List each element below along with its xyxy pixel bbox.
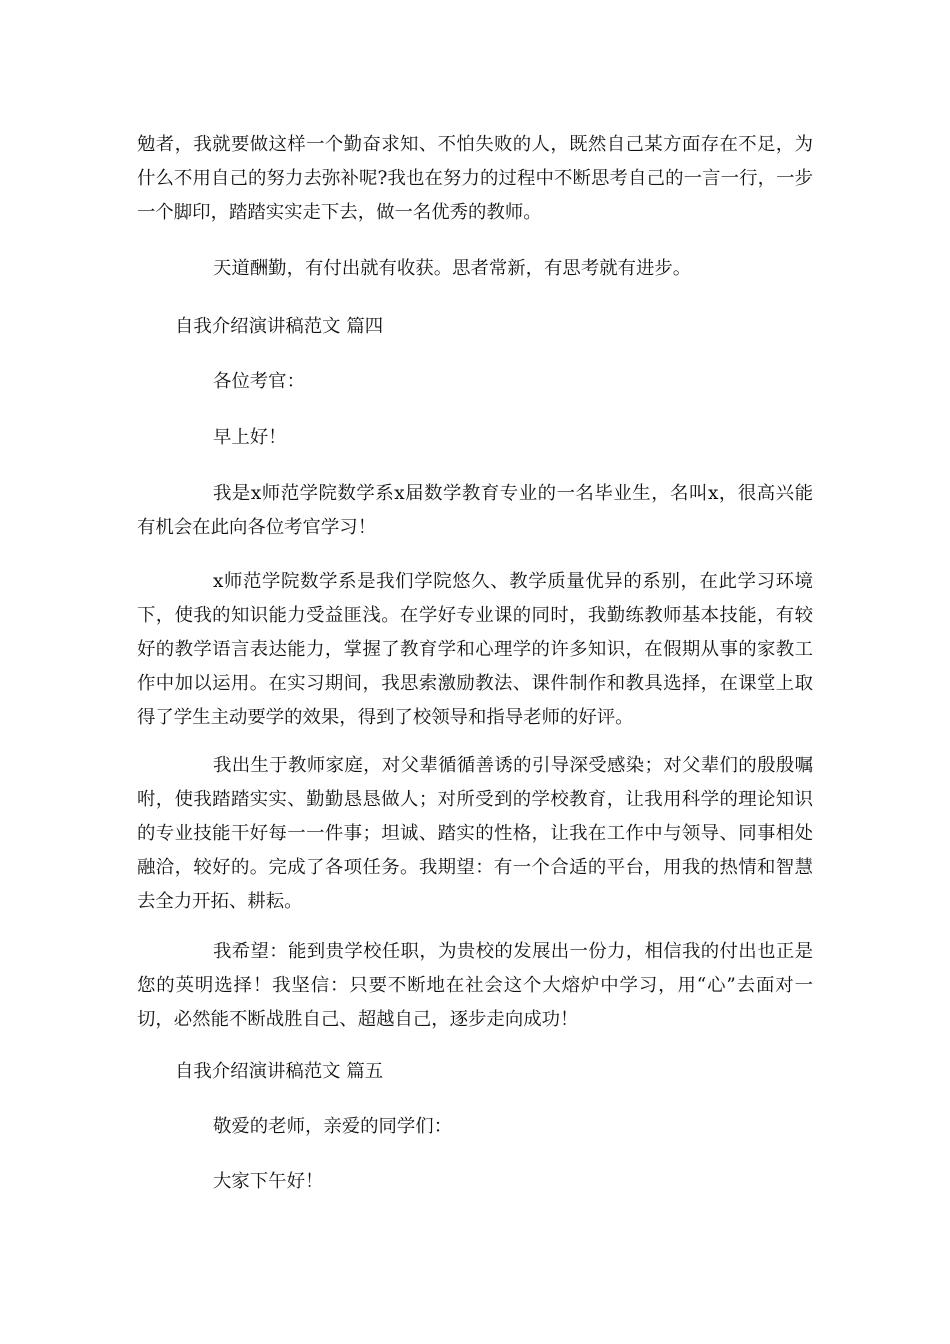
paragraph-continuation: 勉者，我就要做这样一个勤奋求知、不怕失败的人，既然自己某方面存在不足，为什么不用自己的努力去弥补呢?我也在努力的过程中不断思考自己的一言一行，一步一个脚印，踏踏实实走下去，做一名优秀的教师。 [137, 134, 813, 223]
section-heading-part-four: 自我介绍演讲稿范文 篇四 [175, 316, 384, 337]
paragraph-education: x师范学院数学系是我们学院悠久、教学质量优异的系别，在此学习环境下，使我的知识能力受益匪浅。在学好专业课的同时，我勤练教师基本技能，有较好的教学语言表达能力，掌握了教育学和心理学的许多知识，在假期从事的家教工作中加以运用。在实习期间，我思索激励教法、课件制作和教具选择，在课堂上取得了学生主动要学的效果，得到了校领导和指导老师的好评。 [137, 571, 813, 728]
section-heading-part-five: 自我介绍演讲稿范文 篇五 [175, 1061, 384, 1082]
salutation-teachers-students: 敬爱的老师，亲爱的同学们： [213, 1116, 453, 1137]
paragraph-motto: 天道酬勤，有付出就有收获。思者常新，有思考就有进步。 [213, 258, 692, 279]
paragraph-introduction: 我是x师范学院数学系x届数学教育专业的一名毕业生，名叫x，很高兴能有机会在此向各位考官学习！ [137, 483, 813, 538]
paragraph-hope: 我希望：能到贵学校任职，为贵校的发展出一份力，相信我的付出也正是您的英明选择！我坚信：只要不断地在社会这个大熔炉中学习，用“心”去面对一切，必然能不断战胜自己、超越自己，逐步走向成功！ [137, 941, 813, 1030]
paragraph-background: 我出生于教师家庭，对父辈循循善诱的引导深受感染；对父辈们的殷殷嘱咐，使我踏踏实实、勤勤恳恳做人；对所受到的学校教育，让我用科学的理论知识的专业技能干好每一一件事；坦诚、踏实的性格，让我在工作中与领导、同事相处融洽，较好的。完成了各项任务。我期望：有一个合适的平台，用我的热情和智慧去全力开拓、耕耘。 [137, 755, 813, 912]
salutation-examiners: 各位考官： [213, 371, 305, 392]
greeting-afternoon: 大家下午好！ [213, 1171, 324, 1192]
greeting-morning: 早上好！ [213, 427, 287, 448]
